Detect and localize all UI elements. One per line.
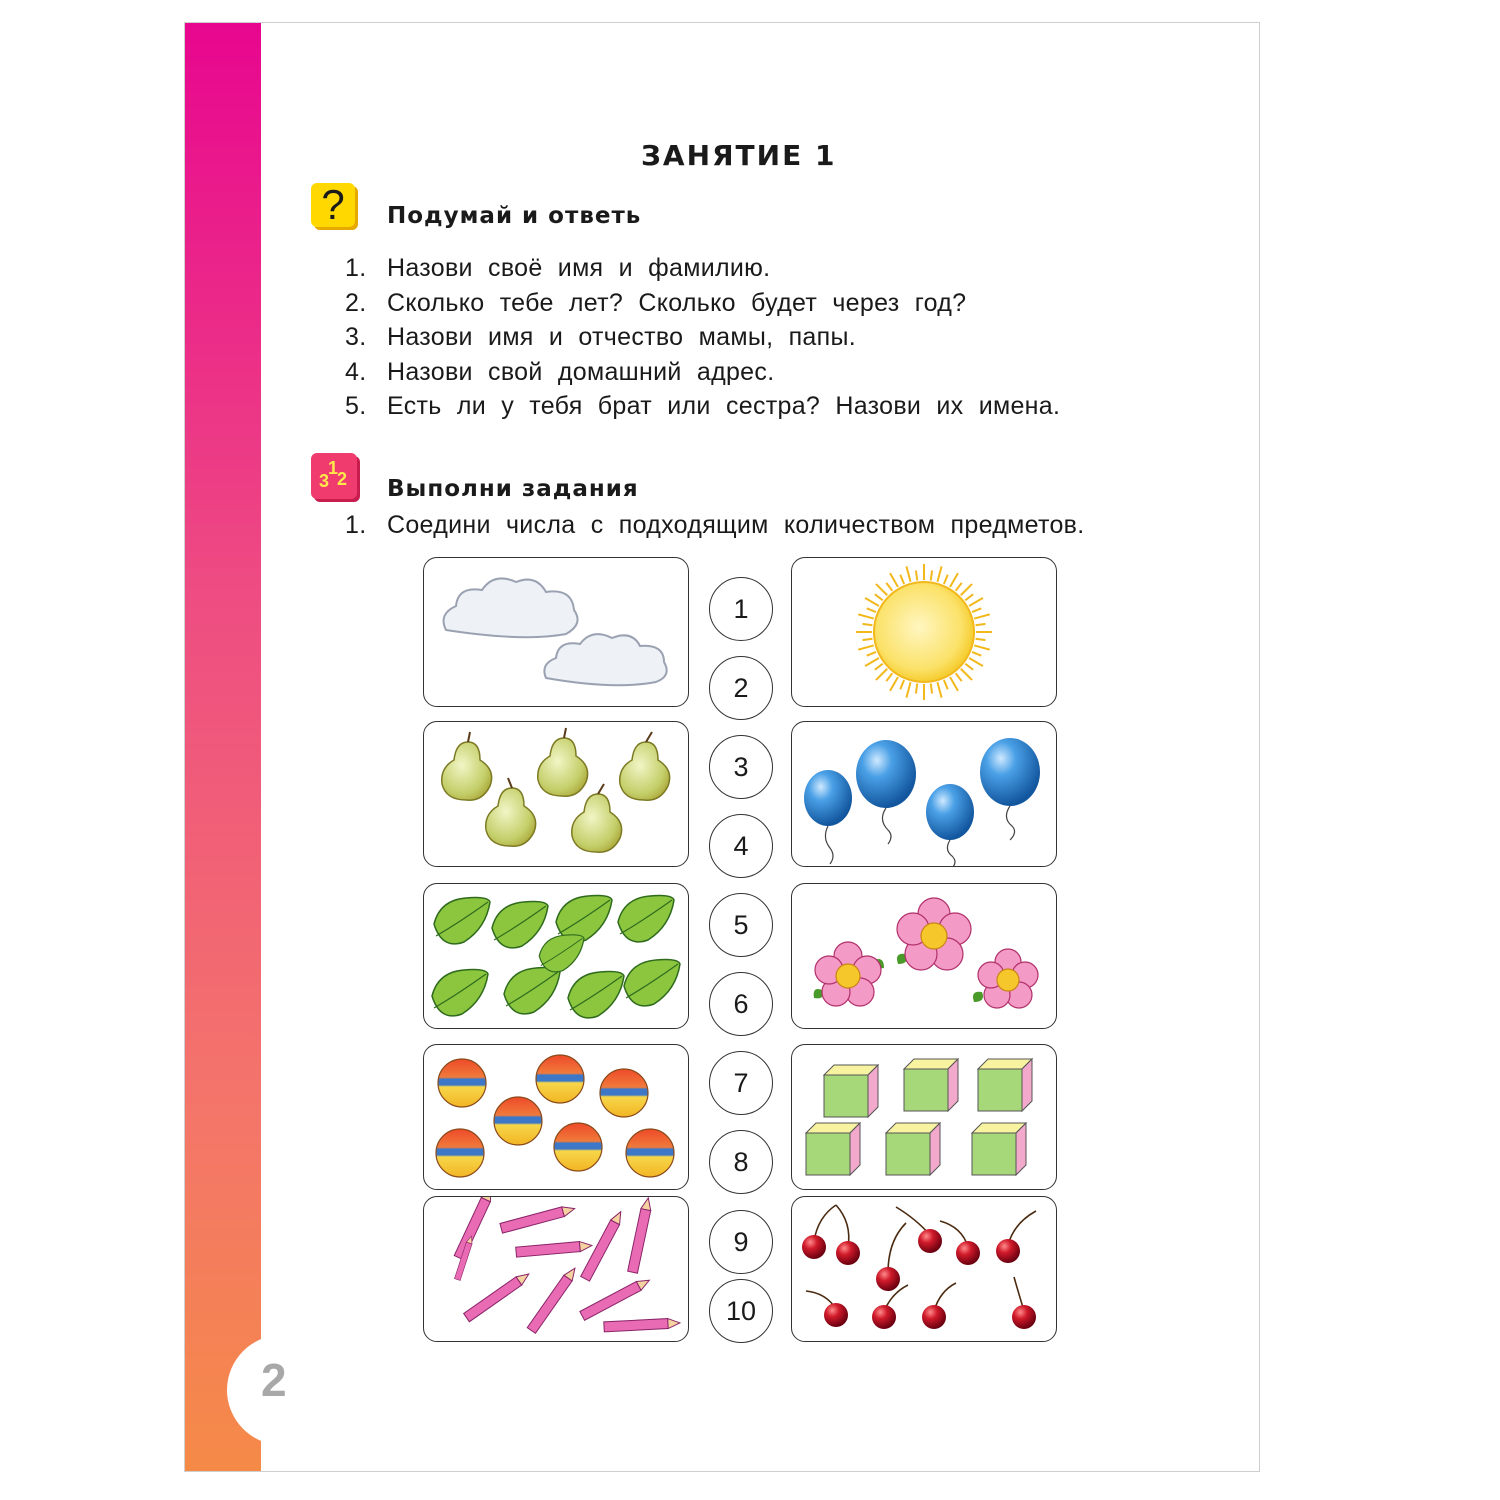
sun-ray	[886, 673, 892, 681]
pencil-icon	[628, 1197, 654, 1273]
sun-ray	[961, 584, 972, 595]
sun-ray	[865, 598, 879, 606]
sun-ray	[906, 682, 910, 697]
picture-box-cubes	[791, 1044, 1057, 1190]
picture-box-cherries	[791, 1196, 1057, 1342]
sun-ray	[916, 571, 917, 581]
cube-icon	[806, 1123, 860, 1175]
lesson-title: ЗАНЯТИЕ 1	[641, 139, 837, 172]
sun-ray	[876, 669, 887, 680]
leaf-icon	[492, 902, 548, 948]
pear-icon	[486, 778, 536, 846]
sun-disc	[874, 582, 974, 682]
number-circle[interactable]: 3	[709, 735, 773, 799]
sun-ray	[890, 573, 898, 587]
sun-ray	[876, 584, 887, 595]
sun-ray	[950, 677, 958, 691]
cube-icon	[904, 1059, 958, 1111]
cherry-icon	[1012, 1277, 1036, 1329]
picture-box-balloons	[791, 721, 1057, 867]
section-heading-do: Выполни задания	[387, 476, 639, 502]
question-icon: ?	[311, 183, 355, 227]
cherry-icon	[836, 1205, 860, 1265]
cherry-icon	[876, 1223, 906, 1291]
cube-icon	[886, 1123, 940, 1175]
flower-icon	[973, 949, 1038, 1008]
leaf-icon	[618, 896, 674, 942]
sun-ray	[956, 673, 962, 681]
sun-ray	[976, 639, 986, 640]
sun-ray	[965, 664, 973, 670]
leaves-picture	[424, 884, 689, 1029]
cloud-icon	[544, 634, 666, 685]
sun-ray	[900, 575, 904, 584]
page-number: 2	[261, 1354, 287, 1406]
sun-ray	[858, 645, 873, 649]
workbook-page	[184, 22, 1260, 1472]
question-list	[345, 251, 1060, 424]
sun-ray	[969, 658, 983, 666]
ball-icon	[626, 1129, 674, 1177]
pencil-icon	[500, 1204, 576, 1233]
list-item: 1. Назови своё имя и фамилию.	[345, 254, 771, 282]
sun-ray	[937, 566, 941, 581]
pencil-icon	[527, 1265, 579, 1333]
sun-ray	[931, 684, 932, 694]
cherry-icon	[872, 1285, 908, 1329]
pencil-icon	[516, 1241, 593, 1258]
flower-icon	[897, 898, 971, 970]
picture-box-pears	[423, 721, 689, 867]
pears-picture	[424, 722, 689, 867]
sun-ray	[974, 645, 989, 649]
pear-icon	[442, 732, 492, 800]
sun-ray	[931, 571, 932, 581]
sun-ray	[867, 608, 876, 612]
sun-ray	[972, 652, 981, 656]
sun-picture	[792, 558, 1057, 707]
sun-ray	[972, 608, 981, 612]
flower-icon	[814, 942, 884, 1006]
ball-icon	[554, 1123, 602, 1171]
number-circle[interactable]: 2	[709, 656, 773, 720]
balloon-icon	[926, 784, 974, 867]
number-circle[interactable]: 10	[709, 1279, 773, 1343]
cube-icon	[972, 1123, 1026, 1175]
cherry-icon	[896, 1207, 942, 1253]
page-side-stripe	[185, 23, 261, 1471]
balls-picture	[424, 1045, 689, 1190]
ball-icon	[494, 1097, 542, 1145]
sun-ray	[867, 652, 876, 656]
leaf-icon	[539, 935, 584, 972]
balloon-icon	[980, 738, 1040, 840]
balloons-picture	[792, 722, 1057, 867]
leaf-icon	[432, 970, 488, 1016]
pear-icon	[538, 728, 588, 796]
picture-box-balls	[423, 1044, 689, 1190]
sun-ray	[916, 684, 917, 694]
sun-ray	[956, 583, 962, 591]
sun-ray	[976, 624, 986, 625]
number-circle[interactable]: 5	[709, 893, 773, 957]
sun-ray	[974, 614, 989, 618]
number-circle[interactable]: 9	[709, 1210, 773, 1274]
pencil-icon	[604, 1318, 680, 1332]
cherry-icon	[802, 1205, 836, 1259]
sun-ray	[944, 575, 948, 584]
pencil-icon	[580, 1276, 652, 1321]
task-text: 1. Соедини числа с подходящим количеством предметов.	[345, 511, 1085, 539]
pencil-icon	[454, 1197, 495, 1260]
list-item: 2. Сколько тебе лет? Сколько будет через год?	[345, 288, 967, 317]
sun-ray	[886, 583, 892, 591]
sun-ray	[865, 658, 879, 666]
cube-icon	[824, 1065, 878, 1117]
pencils-picture	[424, 1197, 689, 1342]
number-circle[interactable]: 4	[709, 814, 773, 878]
list-item: 4. Назови свой домашний адрес.	[345, 357, 775, 386]
leaf-icon	[568, 972, 624, 1018]
sun-ray	[875, 594, 883, 600]
number-circle[interactable]: 6	[709, 972, 773, 1036]
leaf-icon	[434, 898, 490, 944]
cube-icon	[978, 1059, 1032, 1111]
sun-ray	[965, 594, 973, 600]
balloon-icon	[804, 770, 852, 864]
picture-box-flowers	[791, 883, 1057, 1029]
pear-icon	[620, 732, 670, 800]
sun-ray	[858, 614, 873, 618]
sun-ray	[950, 573, 958, 587]
cherry-icon	[806, 1291, 848, 1327]
cherry-icon	[922, 1283, 956, 1329]
sun-ray	[906, 566, 910, 581]
cherry-icon	[996, 1211, 1036, 1263]
list-item: 5. Есть ли у тебя брат или сестра? Назови их имена.	[345, 392, 1061, 420]
sun-ray	[863, 624, 873, 625]
sun-ray	[969, 598, 983, 606]
cherries-picture	[792, 1197, 1057, 1342]
pear-icon	[572, 784, 622, 852]
section-heading-ask: Подумай и ответь	[387, 203, 642, 229]
number-circle[interactable]: 1	[709, 577, 773, 641]
sun-ray	[937, 682, 941, 697]
numbers-icon: 3 1 2	[311, 453, 357, 499]
picture-box-clouds	[423, 557, 689, 707]
leaf-icon	[624, 960, 680, 1006]
ball-icon	[436, 1129, 484, 1177]
clouds-picture	[424, 558, 689, 707]
picture-box-pencils	[423, 1196, 689, 1342]
picture-box-leaves	[423, 883, 689, 1029]
cherry-icon	[940, 1221, 980, 1265]
list-item: 3. Назови имя и отчество мамы, папы.	[345, 323, 856, 351]
cloud-icon	[444, 578, 578, 637]
picture-box-sun	[791, 557, 1057, 707]
leaf-icon	[504, 968, 560, 1014]
ball-icon	[438, 1059, 486, 1107]
sun-ray	[863, 639, 873, 640]
sun-ray	[944, 680, 948, 689]
number-circle[interactable]: 7	[709, 1051, 773, 1115]
sun-ray	[875, 664, 883, 670]
pencil-icon	[464, 1270, 532, 1322]
balloon-icon	[856, 740, 916, 844]
ball-icon	[536, 1055, 584, 1103]
flowers-picture	[792, 884, 1057, 1029]
sun-ray	[961, 669, 972, 680]
sun-ray	[900, 680, 904, 689]
number-circle[interactable]: 8	[709, 1130, 773, 1194]
ball-icon	[600, 1069, 648, 1117]
sun-ray	[890, 677, 898, 691]
cubes-picture	[792, 1045, 1057, 1190]
